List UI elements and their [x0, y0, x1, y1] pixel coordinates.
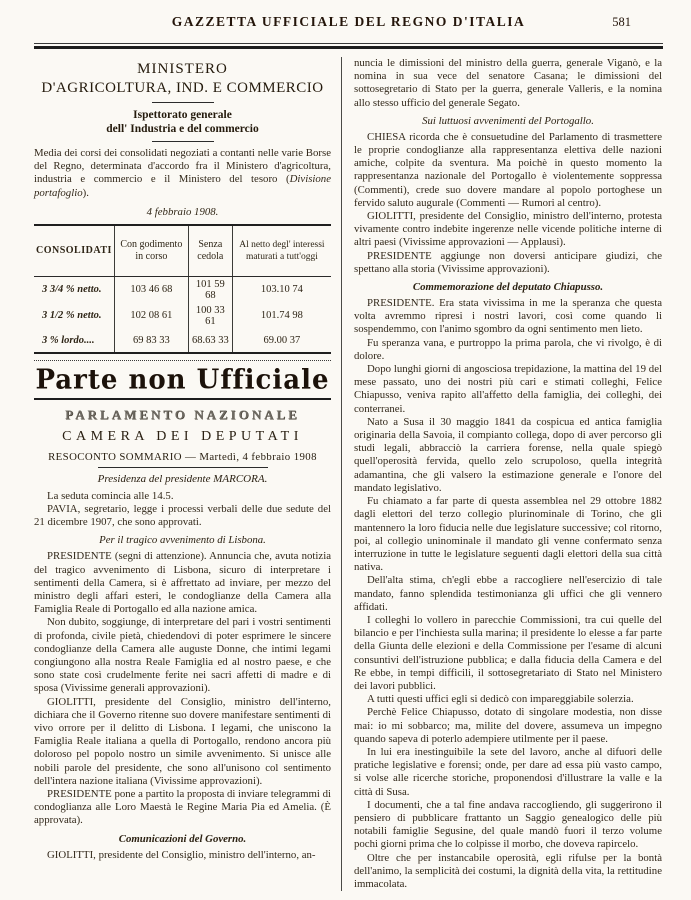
page-number: 581	[612, 15, 631, 29]
consolidated-rates-table	[34, 224, 331, 354]
paragraph-commemoration-1: PRESIDENTE. Era stata vivissima in me la speranza che questa volta avremmo ripresi i nostri lavori, così come quando li sospendemmo, con l'animo sgombro da ogni sentimento men lieto.	[354, 297, 662, 336]
paragraph-commemoration-11: I documenti, che a tal fine andava raccogliendo, gli suggerirono il pensiero di pubblicare frattanto un Saggio genealogico delle più notabili famiglie Segusine, del quale mandò fuori il terzo volume pochi giorni prima che lo colpisse il morbo, che doveva rapircelo.	[354, 798, 662, 851]
divider-rule	[152, 102, 214, 103]
paragraph-commemoration-7: I colleghi lo vollero in parecchie Commissioni, tra cui quelle del bilancio e per l'inchiesta sulla marina; il presidente lo elesse a far parte della Giunta delle elezioni e della Commissione per l'esame di alcuni consuntivi dell'istruzione pubblica; e dalla fiducia della Camera e del Re ebbe, in tempi difficili, il sottosegretariato di Stato nel Ministero dei lavori pubblici.	[354, 613, 662, 692]
header-rule	[34, 43, 663, 49]
notice-date: 4 febbraio 1908.	[146, 205, 219, 218]
paragraph-commemoration-10: In lui era inestinguibile la sete del lavoro, anche al difuori delle pratiche legislative e forensi; onde, per dare ad essa più vasto campo, si volse alle ricerche storiche, proponendosi d'illustrare la valle e la città di Susa.	[354, 745, 662, 798]
paragraph-commemoration-6: Dell'alta stima, ch'egli ebbe a raccogliere nell'esercizio di tale mandato, fanno splendida testimonianza gli uffici che gli vennero affidati.	[354, 574, 662, 613]
newspaper-title: GAZZETTA UFFICIALE DEL REGNO D'ITALIA	[171, 14, 526, 29]
section-top-rule	[34, 360, 331, 362]
chamber-heading: CAMERA DEI DEPUTATI	[62, 428, 303, 444]
paragraph-giolitti-protest: GIOLITTI, presidente del Consiglio, ministro dell'interno, protesta vivamente contro indebite ingerenze nelle vicende politiche interne di altri paesi (Vivissime approvazioni — Applausi).	[354, 210, 662, 249]
paragraph-commemoration-2: Fu speranza vana, e purtroppo la prima parola, che vi rivolgo, è di dolore.	[354, 336, 662, 362]
masthead	[34, 14, 663, 36]
table-row	[34, 303, 331, 329]
cell-value: 69 83 33	[114, 329, 188, 353]
divider-rule	[98, 467, 268, 468]
paragraph-commemoration-3: Dopo lunghi giorni di angosciosa trepidazione, la mattina del 19 del mese passato, uno dei nostri più cari e stimati colleghi, Felice Chiapusso, veniva rapito all'affetto della famiglia, dei colleghi, dei conterranei.	[354, 363, 662, 415]
col-header-con-godimento: Con godimento in corso	[114, 225, 188, 277]
paragraph-presidente-3: PRESIDENTE pone a partito la proposta di inviare telegrammi di condoglianza alle Loro Maestà le Regine Maria Pia ed Amelia. (È approvata).	[34, 788, 331, 827]
inspectorate-line1: Ispettorato generale	[133, 109, 232, 121]
cell-value: 101.74 98	[232, 303, 331, 329]
paragraph-giolitti-2: GIOLITTI, presidente del Consiglio, ministro dell'interno, an-	[47, 848, 316, 861]
notice-text-end: ).	[82, 186, 89, 199]
cell-value: 100 33 61	[188, 303, 232, 329]
row-label: 3 1/2 % netto.	[42, 310, 102, 322]
consolidated-notice	[34, 147, 331, 200]
row-label: 3 % lordo....	[42, 334, 95, 346]
paragraph-seduta: La seduta comincia alle 14.5.	[47, 489, 174, 502]
paragraph-presidente-giudizi: PRESIDENTE aggiunge non doversi anticipare giudizi, che spettano alla storia (Vivissime approvazioni).	[354, 249, 662, 275]
paragraph-presidente-2: Non dubito, soggiunge, di interpretare del pari i vostri sentimenti di profonda, civile pietà, chiedendovi di poter esprimere le sincere condoglianze della Camera alle auguste Donne, che intimi legami congiungono alla nostra Reale Famiglia ed al nostro paese, e che sono state così crudelmente ferite nei sacri affetti di madre e di sposa (Vivissime generali approvazioni).	[34, 616, 331, 695]
paragraph-continuation: nuncia le dimissioni del ministro della guerra, generale Viganò, e la nomina in sua vece del senatore Casana; le dimissioni del sottosegretario di Stato per la guerra, generale Valleris, e la nomina allo stesso ufficio del generale Segato.	[354, 57, 662, 109]
notice-text-italic: Divisione portafoglio	[34, 173, 331, 199]
cell-value: 69.00 37	[232, 329, 331, 353]
heading-chiapusso: Commemorazione del deputato Chiapusso.	[412, 281, 604, 294]
paragraph-pavia: PAVIA, segretario, legge i processi verbali delle due sedute del 21 dicembre 1907, che sono approvati.	[34, 503, 331, 529]
col-header-consolidati: CONSOLIDATI	[34, 225, 114, 277]
paragraph-presidente-1: PRESIDENTE (segni di attenzione). Annuncia che, avuta notizia del tragico avvenimento di Lisbona, sicuro di interpretare i sentimenti della Camera, si è affrettato ad inviare, per mezzo del ministro degli affari esteri, le condoglianze della Camera alla Famiglia Reale di Portogallo ed alla nazione amica.	[34, 550, 331, 616]
heading-comunicazioni: Comunicazioni del Governo.	[118, 832, 247, 845]
heading-portogallo: Sui luttuosi avvenimenti del Portogallo.	[422, 114, 594, 127]
ministry-title-line2: D'AGRICOLTURA, IND. E COMMERCIO	[41, 80, 324, 96]
cell-value: 103 46 68	[114, 276, 188, 303]
cell-value: 68.63 33	[188, 329, 232, 353]
paragraph-commemoration-5: Fu chiamato a far parte di questa assemblea nel 29 ottobre 1882 dagli elettori del terzo collegio plurinominale di Torino, che gli mantennero la loro fiducia nelle due legislature successive; col ritorno, poi, al collegio uninominale il mandato gli venne confermato senza interruzione in tutte le legislature seguenti dagli elettori della sua città nativa.	[354, 495, 662, 574]
paragraph-chiesa: CHIESA ricorda che è consuetudine del Parlamento di trasmettere le proprie condoglianze alla rappresentanza elettiva delle nazioni amiche, colpite da sventura. Ma poichè in questo momento la rappresentanza nazionale del Portogallo è violentemente soppressa (Commenti), crede suo dovere mandare al popolo portoghese un fervido saluto augurale (Commenti — Rumori al centro).	[354, 130, 662, 209]
ministry-title-line1: MINISTERO	[137, 61, 228, 77]
paragraph-commemoration-9: Perchè Felice Chiapusso, dotato di singolare modestia, non disse mai: io mi sobbarco; ma, milite del dovere, assumeva un impegno quando sapeva di poterlo adempiere utilmente per il paese.	[354, 706, 662, 745]
table-row	[34, 329, 331, 353]
cell-value: 101 59 68	[188, 276, 232, 303]
parliament-heading: PARLAMENTO NAZIONALE	[65, 406, 300, 422]
divider-rule	[152, 141, 214, 142]
paragraph-commemoration-8: A tutti questi uffici egli si dedicò con impareggiabile solerzia.	[367, 693, 634, 706]
section-bottom-rule	[34, 398, 331, 400]
row-label: 3 3/4 % netto.	[42, 284, 102, 296]
paragraph-commemoration-12: Oltre che per instancabile operosità, egli rifulse per la bontà dell'animo, la semplicità dei costumi, la dignità della vita, la rettitudine immacolata.	[354, 851, 662, 890]
inspectorate-line2: dell' Industria e del commercio	[106, 123, 259, 135]
left-column	[34, 57, 342, 891]
col-header-al-netto: Al netto degl' interessi maturati a tutt'oggi	[232, 225, 331, 277]
table-header	[34, 225, 331, 277]
unofficial-part-title: Parte non Ufficiale	[35, 364, 330, 396]
right-column	[342, 57, 662, 891]
paragraph-commemoration-4: Nato a Susa il 30 maggio 1841 da cospicua ed antica famiglia originaria della Savoia, il compianto collega, dopo di aver percorso gli studi legali, abbracciò la carriera forense, nella quale spiegò quell'operosità fervida, quello zelo scrupoloso, quella integrità adamantina, che gli valsero la estimazione generale e l'onore del mandato legislativo.	[354, 415, 662, 494]
cell-value: 102 08 61	[114, 303, 188, 329]
cell-value: 103.10 74	[232, 276, 331, 303]
summary-report-line: RESOCONTO SOMMARIO — Martedì, 4 febbraio 1908	[48, 450, 317, 463]
notice-text-start: Media dei corsi dei consolidati negoziati a contanti nelle varie Borse del Regno, determinata d'accordo fra il Ministero d'agricoltura, industria e commercio e il Ministero del tesoro (	[34, 147, 331, 186]
paragraph-giolitti-1: GIOLITTI, presidente del Consiglio, ministro dell'interno, dichiara che il Governo ritenne suo dovere manifestare sentimenti di vivo orrore per il delitto di Lisbona. I legami, che uniscono la Famiglia Reale italiana a quella di Portogallo, rendono ancora più doloroso pel popolo nostro un simile avvenimento. Si unisce alle nobili parole del presidente, che sono all'unisono col sentimento dell'intera nazione italiana (Vivissime approvazioni).	[34, 695, 331, 787]
table-row	[34, 276, 331, 303]
presidency-line: Presidenza del presidente MARCORA.	[97, 472, 268, 485]
heading-lisbona: Per il tragico avvenimento di Lisbona.	[99, 534, 266, 547]
two-column-layout	[34, 57, 663, 891]
col-header-senza-cedola: Senza cedola	[188, 225, 232, 277]
